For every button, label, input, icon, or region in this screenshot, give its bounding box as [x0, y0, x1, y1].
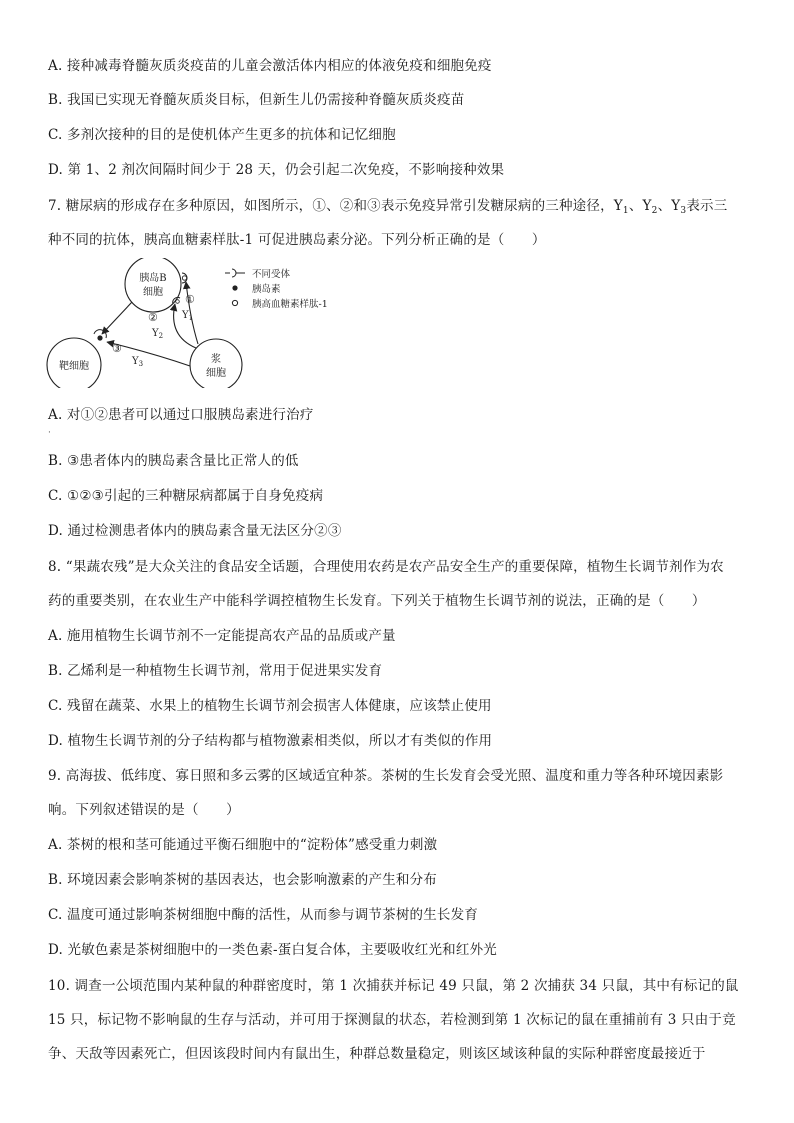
insulin-legend-icon: [232, 285, 237, 290]
y2-label: $Y_2$: [152, 328, 164, 340]
q9-option-b: B. 环境因素会影响茶树的基因表达，也会影响激素的产生和分布: [48, 872, 438, 888]
q8-stem-line2: 药的重要类别，在农业生产中能科学调控植物生长发育。下列关于植物生长调节剂的说法，正确的是（ ）: [48, 593, 706, 609]
q9-option-a: A. 茶树的根和茎可能通过平衡石细胞中的“淀粉体”感受重力刺激: [48, 837, 438, 853]
path-marker-2: ②: [148, 311, 158, 324]
target-label: 靶细胞: [59, 361, 89, 372]
q7-stem-line1: [48, 196, 727, 221]
q7-stem-text: 、Y: [657, 198, 681, 214]
plasma-label: 细胞: [206, 368, 226, 379]
q9-stem-line1: 9. 高海拔、低纬度、寡日照和多云雾的区域适宜种茶。茶树的生长发育会受光照、温度和重力等各种环境因素影: [48, 768, 724, 784]
q7-stem-text: 、Y: [628, 198, 652, 214]
q6-option-d: D. 第 1、2 剂次间隔时间少于 28 天，仍会引起二次免疫，不影响接种效果: [48, 162, 505, 178]
q10-line1: 10. 调查一公顷范围内某种鼠的种群密度时，第 1 次捕获并标记 49 只鼠，第 2 次捕获 34 只鼠，其中有标记的鼠: [48, 978, 739, 994]
insulin-arrow: [102, 302, 132, 334]
q9-option-d: D. 光敏色素是茶树细胞中的一类色素-蛋白复合体，主要吸收红光和红外光: [48, 942, 497, 958]
q6-option-b: B. 我国已实现无脊髓灰质炎目标，但新生儿仍需接种脊髓灰质炎疫苗: [48, 92, 465, 108]
q8-option-d: D. 植物生长调节剂的分子结构都与植物激素相类似，所以才有类似的作用: [48, 733, 493, 749]
legend-receptor-label: 不同受体: [252, 269, 291, 280]
q6-option-a: A. 接种减毒脊髓灰质炎疫苗的儿童会激活体内相应的体液免疫和细胞免疫: [48, 58, 492, 74]
stray-dot: ·: [48, 428, 51, 438]
legend-glp1-label: 胰高血糖素样肽-1: [252, 299, 328, 310]
path-marker-3: ③: [112, 342, 122, 355]
islet-receptor-glp1-icon: [182, 273, 187, 283]
q8-option-b: B. 乙烯利是一种植物生长调节剂，常用于促进果实发育: [48, 663, 383, 679]
plasma-cell: [190, 339, 242, 388]
legend-insulin-label: 胰岛素: [252, 284, 281, 295]
y3-label: $Y_3$: [132, 356, 144, 368]
q7-option-a: A. 对①②患者可以通过口服胰岛素进行治疗: [48, 407, 314, 423]
q8-stem-line1: 8. “果蔬农残”是大众关注的食品安全话题，合理使用农药是农产品安全生产的重要保障，植物生长调节剂作为农: [48, 559, 724, 575]
receptor-legend-icon: [232, 269, 236, 277]
q7-stem-text: 7. 糖尿病的形成存在多种原因，如图所示，①、②和③表示免疫异常引发糖尿病的三种途径，Y: [48, 198, 623, 214]
path-marker-1: ①: [185, 293, 195, 306]
subscript: 2: [651, 206, 658, 216]
q8-option-c: C. 残留在蔬菜、水果上的植物生长调节剂会损害人体健康，应该禁止使用: [48, 698, 492, 714]
q7-option-d: D. 通过检测患者体内的胰岛素含量无法区分②③: [48, 523, 342, 539]
q7-option-c: C. ①②③引起的三种糖尿病都属于自身免疫病: [48, 488, 324, 504]
subscript: 3: [680, 206, 687, 216]
q8-option-a: A. 施用植物生长调节剂不一定能提高农产品的品质或产量: [48, 628, 396, 644]
diabetes-pathway-diagram: [40, 258, 380, 388]
q9-option-c: C. 温度可通过影响茶树细胞中酶的活性，从而参与调节茶树的生长发育: [48, 907, 479, 923]
y1-label: $Y_1$: [182, 310, 194, 322]
q10-line3: 争、天敌等因素死亡，但因该段时间内有鼠出生，种群总数量稳定，则该区域该种鼠的实际种群密度最接近于: [48, 1046, 706, 1062]
legend: [225, 268, 328, 310]
q7-option-b: B. ③患者体内的胰岛素含量比正常人的低: [48, 453, 299, 469]
q10-line2: 15 只，标记物不影响鼠的生存与活动，并可用于探测鼠的状态，若检测到第 1 次标记的鼠在重捕前有 3 只由于竞: [48, 1012, 736, 1028]
q7-stem-line2: 种不同的抗体，胰高血糖素样肽-1 可促进胰岛素分泌。下列分析正确的是（ ）: [48, 232, 546, 248]
plasma-label: 浆: [211, 354, 221, 365]
q6-option-c: C. 多剂次接种的目的是使机体产生更多的抗体和记忆细胞: [48, 127, 396, 143]
subscript: 1: [622, 206, 629, 216]
q9-stem-line2: 响。下列叙述错误的是（ ）: [48, 802, 240, 818]
glp1-legend-icon: [232, 300, 237, 305]
islet-label: 细胞: [143, 287, 163, 298]
islet-label: 胰岛B: [139, 273, 167, 284]
target-cell: [47, 338, 101, 388]
q7-stem-text: 表示三: [686, 198, 728, 214]
